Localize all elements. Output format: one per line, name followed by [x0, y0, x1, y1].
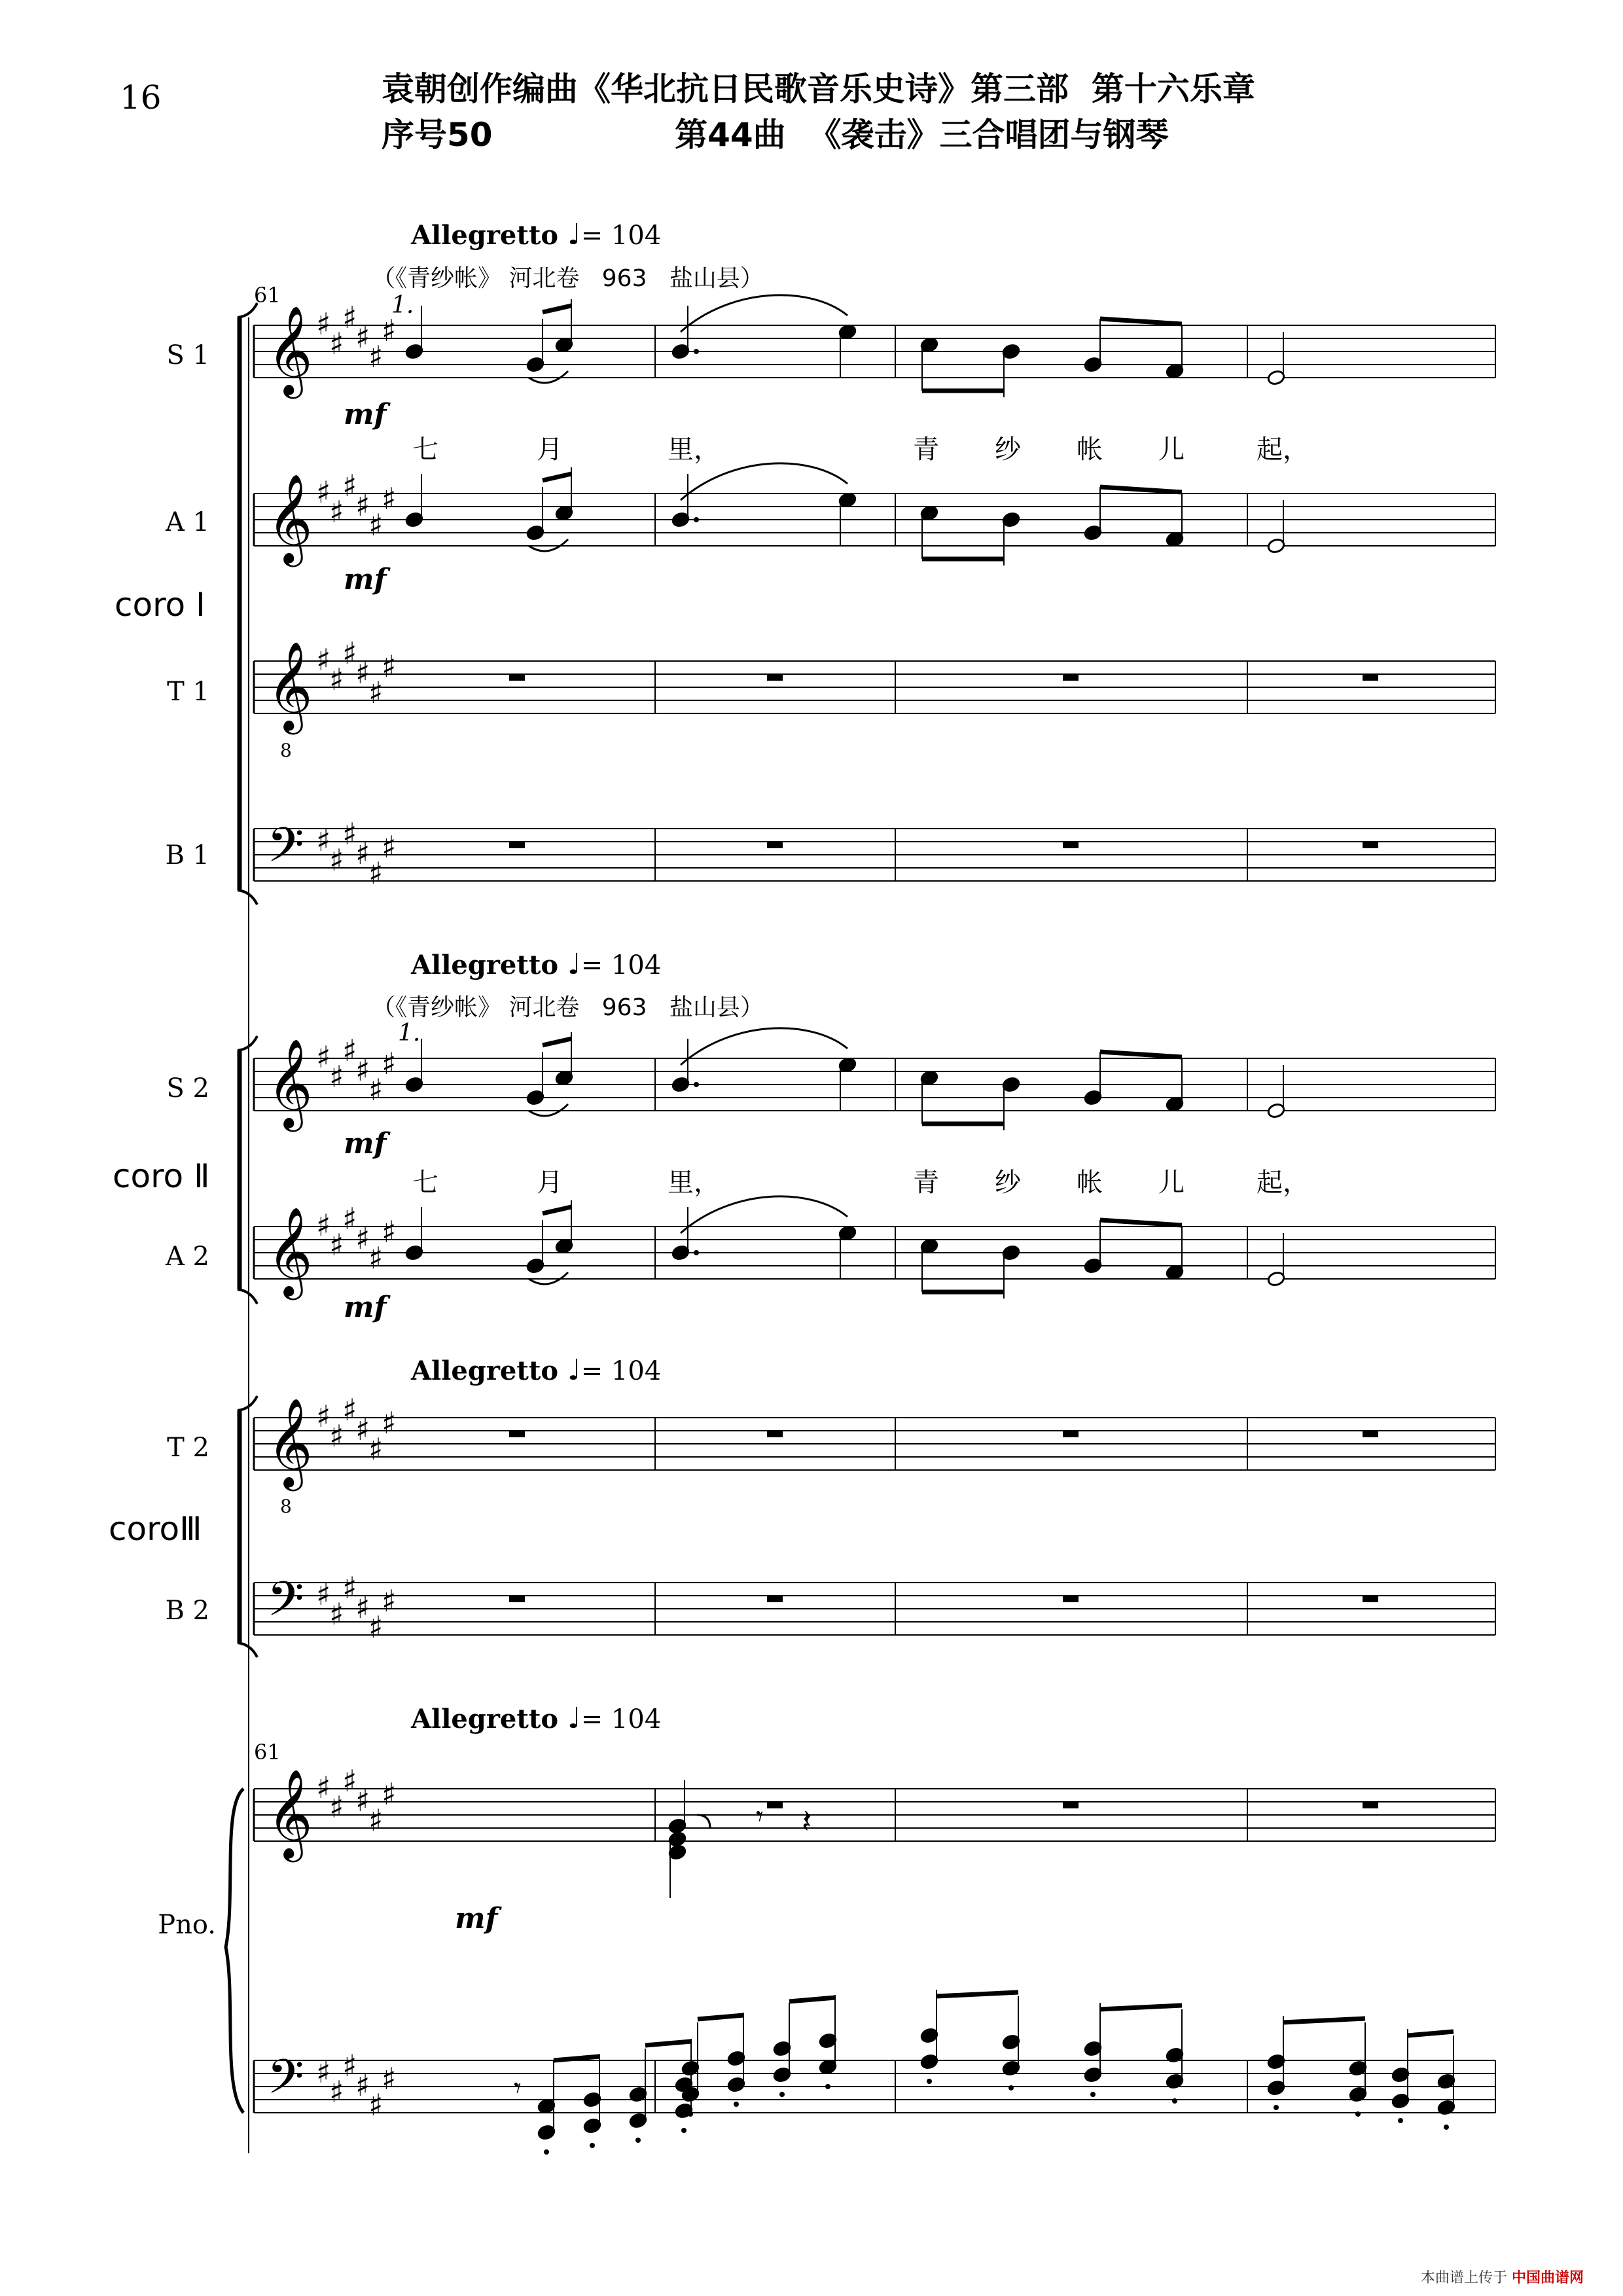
dynamic-s1: mf	[344, 398, 387, 431]
whole-rest	[767, 1596, 783, 1602]
beam	[1100, 2005, 1182, 2009]
whole-rest	[1063, 1431, 1079, 1437]
lyric-syllable: 月	[537, 1168, 563, 1198]
staccato-dot	[590, 2143, 595, 2148]
slur	[681, 295, 847, 332]
treble-clef: 𝄞	[267, 640, 313, 730]
staccato-dot	[734, 2102, 739, 2107]
lyric-syllable: 里，	[668, 435, 720, 465]
sharp-accidental: ♯	[316, 2054, 331, 2090]
whole-rest	[509, 1596, 525, 1602]
staccato-dot	[779, 2092, 785, 2097]
sharp-accidental: ♯	[316, 1577, 331, 1612]
lyric-syllable: 起，	[1257, 435, 1309, 465]
part-name-b1: B 1	[165, 840, 209, 870]
sharp-accidental: ♯	[382, 313, 397, 348]
augmentation-dot	[694, 1250, 699, 1255]
lyric-syllable: 青	[913, 1168, 939, 1198]
bass-clef: 𝄢	[267, 2049, 304, 2116]
staccato-dot	[688, 2111, 693, 2117]
sharp-accidental: ♯	[368, 1240, 383, 1276]
sharp-accidental: ♯	[355, 1052, 370, 1088]
sharp-accidental: ♯	[342, 468, 357, 503]
sharp-accidental: ♯	[382, 1046, 397, 1081]
beam	[543, 1207, 571, 1213]
sharp-accidental: ♯	[316, 1399, 331, 1434]
beam	[1100, 1052, 1182, 1057]
bass-clef: 𝄢	[267, 817, 304, 884]
lyric-syllable: 儿	[1158, 435, 1185, 465]
sharp-accidental: ♯	[342, 636, 357, 671]
beam	[1100, 319, 1182, 324]
whole-rest	[1363, 674, 1378, 681]
lyric-syllable: 七	[412, 1168, 438, 1198]
beam	[543, 474, 571, 480]
part-name-b2: B 2	[165, 1596, 209, 1626]
lyric-syllable: 帐	[1077, 435, 1103, 465]
bracket-coro2-cap	[238, 1036, 257, 1050]
sharp-accidental: ♯	[382, 481, 397, 516]
clef-octave-t1: 8	[280, 740, 292, 761]
sharp-accidental: ♯	[316, 1770, 331, 1805]
whole-rest	[1063, 1802, 1079, 1808]
sharp-accidental: ♯	[316, 1208, 331, 1243]
sharp-accidental: ♯	[382, 2061, 397, 2096]
sharp-accidental: ♯	[342, 300, 357, 335]
sharp-accidental: ♯	[316, 642, 331, 677]
lyric-syllable: 里，	[668, 1168, 720, 1198]
sharp-accidental: ♯	[329, 1059, 344, 1094]
sharp-accidental: ♯	[368, 507, 383, 543]
lyric-syllable: 纱	[995, 435, 1021, 465]
whole-rest	[1363, 1431, 1378, 1437]
slur	[681, 1028, 847, 1065]
bracket-coro1-cap	[238, 303, 257, 317]
bass-clef: 𝄢	[267, 1571, 304, 1638]
sharp-accidental: ♯	[316, 1039, 331, 1075]
augmentation-dot	[694, 1082, 699, 1087]
treble-clef: 𝄞	[267, 1397, 313, 1487]
tempo-marking-piano: Allegretto ♩= 104	[411, 1702, 662, 1735]
eighth-rest: 𝄾	[756, 1800, 764, 1833]
source-note-coro1: （《青纱帐》 河北卷 963 盐山县）	[372, 265, 764, 292]
slur	[681, 1196, 847, 1233]
sharp-accidental: ♯	[329, 326, 344, 361]
augmentation-dot	[694, 349, 699, 354]
sharp-accidental: ♯	[382, 649, 397, 684]
sharp-accidental: ♯	[355, 319, 370, 355]
lyric-syllable: 月	[537, 435, 563, 465]
choir-label-coro1: coro Ⅰ	[115, 586, 205, 624]
beam	[789, 1998, 835, 2001]
part-name-a2: A 2	[165, 1242, 209, 1272]
measure-number-piano: 61	[254, 1740, 281, 1765]
sharp-accidental: ♯	[368, 2087, 383, 2123]
sharp-accidental: ♯	[355, 836, 370, 871]
source-note-coro2: （《青纱帐》 河北卷 963 盐山县）	[372, 994, 764, 1021]
whole-rest	[1363, 1802, 1378, 1808]
dynamic-a1: mf	[344, 563, 387, 596]
tempo-marking-coro1: Allegretto ♩= 104	[411, 218, 662, 251]
treble-clef: 𝄞	[267, 1037, 313, 1128]
bracket-coro3-cap	[238, 1396, 257, 1410]
note-flag	[697, 1815, 710, 1828]
eighth-rest: 𝄾	[514, 2072, 522, 2105]
whole-rest	[509, 674, 525, 681]
sharp-accidental: ♯	[368, 1803, 383, 1838]
staccato-dot	[825, 2084, 830, 2089]
sharp-accidental: ♯	[329, 662, 344, 697]
sharp-accidental: ♯	[368, 1072, 383, 1107]
tempo-marking-coro2: Allegretto ♩= 104	[411, 948, 662, 981]
beam	[1408, 2032, 1454, 2036]
part-name-s1: S 1	[166, 340, 209, 370]
beam	[1100, 487, 1182, 492]
whole-rest	[509, 1431, 525, 1437]
bracket-coro1-cap	[238, 890, 257, 905]
sharp-accidental: ♯	[355, 1221, 370, 1256]
measure-number-top: 61	[254, 283, 281, 308]
dynamic-a2: mf	[344, 1291, 387, 1324]
beam	[543, 1039, 571, 1045]
staccato-dot	[1398, 2118, 1403, 2123]
staccato-dot	[681, 2128, 687, 2133]
sharp-accidental: ♯	[329, 1789, 344, 1825]
beam	[1283, 2018, 1365, 2022]
sharp-accidental: ♯	[355, 1412, 370, 1447]
beam	[1100, 1220, 1182, 1225]
whole-rest	[767, 842, 783, 848]
tempo-marking-coro3: Allegretto ♩= 104	[411, 1354, 662, 1387]
staccato-dot	[1274, 2105, 1279, 2110]
whole-rest	[767, 1802, 783, 1808]
staccato-dot	[1090, 2092, 1096, 2097]
sharp-accidental: ♯	[355, 488, 370, 523]
choir-label-coro3: coroⅢ	[109, 1510, 202, 1548]
beam	[543, 306, 571, 312]
staccato-dot	[1444, 2125, 1449, 2130]
sharp-accidental: ♯	[382, 1776, 397, 1812]
sharp-accidental: ♯	[316, 306, 331, 342]
sharp-accidental: ♯	[342, 1763, 357, 1799]
beam	[936, 1992, 1018, 1996]
sharp-accidental: ♯	[342, 1033, 357, 1068]
sharp-accidental: ♯	[329, 1227, 344, 1263]
whole-rest	[1063, 842, 1079, 848]
sharp-accidental: ♯	[355, 2068, 370, 2103]
sharp-accidental: ♯	[368, 1609, 383, 1645]
lyric-syllable: 帐	[1077, 1168, 1103, 1198]
whole-rest	[1063, 674, 1079, 681]
bracket-coro3-cap	[238, 1643, 257, 1657]
sharp-accidental: ♯	[329, 2074, 344, 2109]
page-number: 16	[120, 79, 162, 117]
whole-rest	[1363, 1596, 1378, 1602]
sharp-accidental: ♯	[342, 1570, 357, 1605]
treble-clef: 𝄞	[267, 1768, 313, 1858]
header-title: 袁朝创作编曲《华北抗日民歌音乐史诗》第三部 第十六乐章	[382, 70, 1255, 108]
staccato-dot	[1355, 2111, 1361, 2117]
part-name-s2: S 2	[166, 1073, 209, 1103]
whole-rest	[509, 842, 525, 848]
part-name-t2: T 2	[167, 1433, 209, 1463]
sharp-accidental: ♯	[382, 1405, 397, 1441]
beam	[645, 2041, 691, 2045]
header-subtitle: 序号50 第44曲 《袭击》三合唱团与钢琴	[382, 116, 1169, 154]
sharp-accidental: ♯	[382, 1214, 397, 1249]
sharp-accidental: ♯	[342, 2048, 357, 2083]
treble-clef: 𝄞	[267, 1206, 313, 1296]
bracket-coro2-cap	[238, 1289, 257, 1304]
staccato-dot	[927, 2079, 932, 2084]
volta-label-s1: 1.	[391, 292, 414, 319]
beam	[698, 2015, 743, 2019]
part-name-piano: Pno.	[158, 1910, 216, 1940]
sharp-accidental: ♯	[316, 475, 331, 510]
dynamic-piano: mf	[455, 1902, 498, 1935]
augmentation-dot	[694, 517, 699, 522]
staccato-dot	[635, 2138, 641, 2143]
treble-clef: 𝄞	[267, 304, 313, 395]
sharp-accidental: ♯	[342, 1201, 357, 1236]
clef-octave-t2: 8	[280, 1496, 292, 1517]
choir-label-coro2: coro Ⅱ	[113, 1157, 210, 1195]
sharp-accidental: ♯	[316, 823, 331, 858]
lyric-syllable: 儿	[1158, 1168, 1185, 1198]
sharp-accidental: ♯	[342, 816, 357, 852]
sharp-accidental: ♯	[355, 1590, 370, 1625]
sharp-accidental: ♯	[368, 855, 383, 891]
sharp-accidental: ♯	[368, 339, 383, 374]
sharp-accidental: ♯	[368, 1431, 383, 1467]
staccato-dot	[1008, 2085, 1014, 2090]
slur	[681, 463, 847, 500]
part-name-t1: T 1	[167, 677, 209, 707]
whole-rest	[767, 674, 783, 681]
sharp-accidental: ♯	[329, 842, 344, 878]
whole-rest	[1063, 1596, 1079, 1602]
sharp-accidental: ♯	[368, 675, 383, 710]
lyric-syllable: 纱	[995, 1168, 1021, 1198]
part-name-a1: A 1	[165, 507, 209, 537]
sharp-accidental: ♯	[342, 1392, 357, 1427]
quarter-rest: 𝄽	[802, 1803, 812, 1840]
lyric-syllable: 青	[913, 435, 939, 465]
piano-brace	[226, 1789, 243, 2113]
treble-clef: 𝄞	[267, 473, 313, 563]
sharp-accidental: ♯	[355, 655, 370, 691]
staccato-dot	[544, 2149, 549, 2155]
staccato-dot	[1172, 2098, 1177, 2104]
whole-rest	[767, 1431, 783, 1437]
lyric-syllable: 七	[412, 435, 438, 465]
dynamic-s2: mf	[344, 1127, 387, 1160]
lyric-syllable: 起，	[1257, 1168, 1309, 1198]
sharp-accidental: ♯	[329, 1596, 344, 1632]
sharp-accidental: ♯	[382, 829, 397, 865]
footer-credit: 本曲谱上传于 中国曲谱网	[1420, 2270, 1584, 2286]
sharp-accidental: ♯	[382, 1583, 397, 1619]
volta-label-s2: 1.	[398, 1020, 421, 1047]
sharp-accidental: ♯	[329, 1418, 344, 1454]
sharp-accidental: ♯	[355, 1783, 370, 1818]
sharp-accidental: ♯	[329, 494, 344, 529]
whole-rest	[1363, 842, 1378, 848]
